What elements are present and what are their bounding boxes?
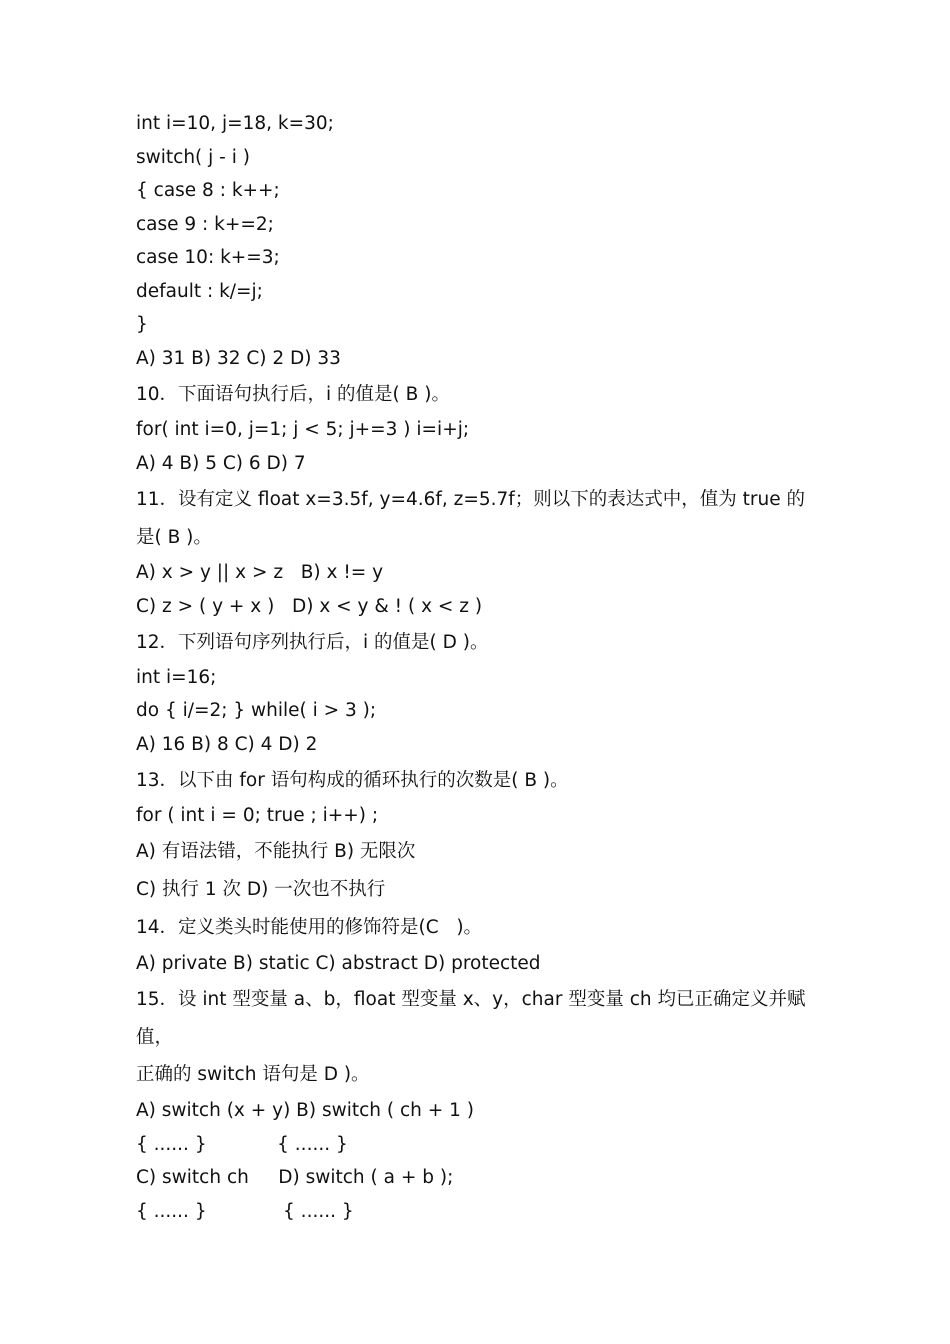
text-line: int i=16; (136, 667, 217, 688)
text-line: default : k/=j; (136, 281, 263, 302)
text-line: A) 有语法错，不能执行 B) 无限次 (136, 841, 416, 862)
text-line: int i=10, j=18, k=30; (136, 113, 334, 134)
text-line: C) switch ch D) switch ( a + b ); (136, 1167, 454, 1188)
text-line: { case 8 : k++; (136, 180, 280, 201)
text-line: do { i/=2; } while( i > 3 ); (136, 700, 377, 721)
text-line: case 10: k+=3; (136, 247, 280, 268)
text-line: for ( int i = 0; true ; i++) ; (136, 805, 379, 826)
question-line: 12．下列语句序列执行后，i 的值是( D )。 (136, 632, 489, 653)
text-line: for( int i=0, j=1; j < 5; j+=3 ) i=i+j; (136, 419, 470, 440)
text-line: { ...... } { ...... } (136, 1134, 348, 1155)
text-line: A) switch (x + y) B) switch ( ch + 1 ) (136, 1100, 475, 1121)
text-line: A) x > y || x > z B) x != y (136, 562, 384, 583)
text-line: C) 执行 1 次 D) 一次也不执行 (136, 879, 386, 900)
text-line: } (136, 314, 148, 335)
question-line: 是( B )。 (136, 527, 212, 548)
text-line: A) 4 B) 5 C) 6 D) 7 (136, 453, 306, 474)
question-line: 11．设有定义 float x=3.5f, y=4.6f, z=5.7f；则以下的表达式中，值为 true 的 (136, 489, 806, 510)
text-line: switch( j - i ) (136, 147, 250, 168)
question-line: 15．设 int 型变量 a、b，float 型变量 x、y，char 型变量 ch 均已正确定义并赋 (136, 989, 806, 1010)
question-line: 10．下面语句执行后，i 的值是( B )。 (136, 384, 450, 405)
question-line: 14．定义类头时能使用的修饰符是(C )。 (136, 917, 483, 938)
text-line: 正确的 switch 语句是 D )。 (136, 1064, 370, 1085)
text-line: A) 31 B) 32 C) 2 D) 33 (136, 348, 341, 369)
text-line: { ...... } { ...... } (136, 1201, 354, 1222)
question-line: 13．以下由 for 语句构成的循环执行的次数是( B )。 (136, 770, 569, 791)
text-line: case 9 : k+=2; (136, 214, 274, 235)
text-line: C) z > ( y + x ) D) x < y & ! ( x < z ) (136, 596, 483, 617)
text-line: A) 16 B) 8 C) 4 D) 2 (136, 734, 318, 755)
text-line: A) private B) static C) abstract D) protected (136, 953, 541, 974)
question-line: 值， (136, 1027, 174, 1048)
